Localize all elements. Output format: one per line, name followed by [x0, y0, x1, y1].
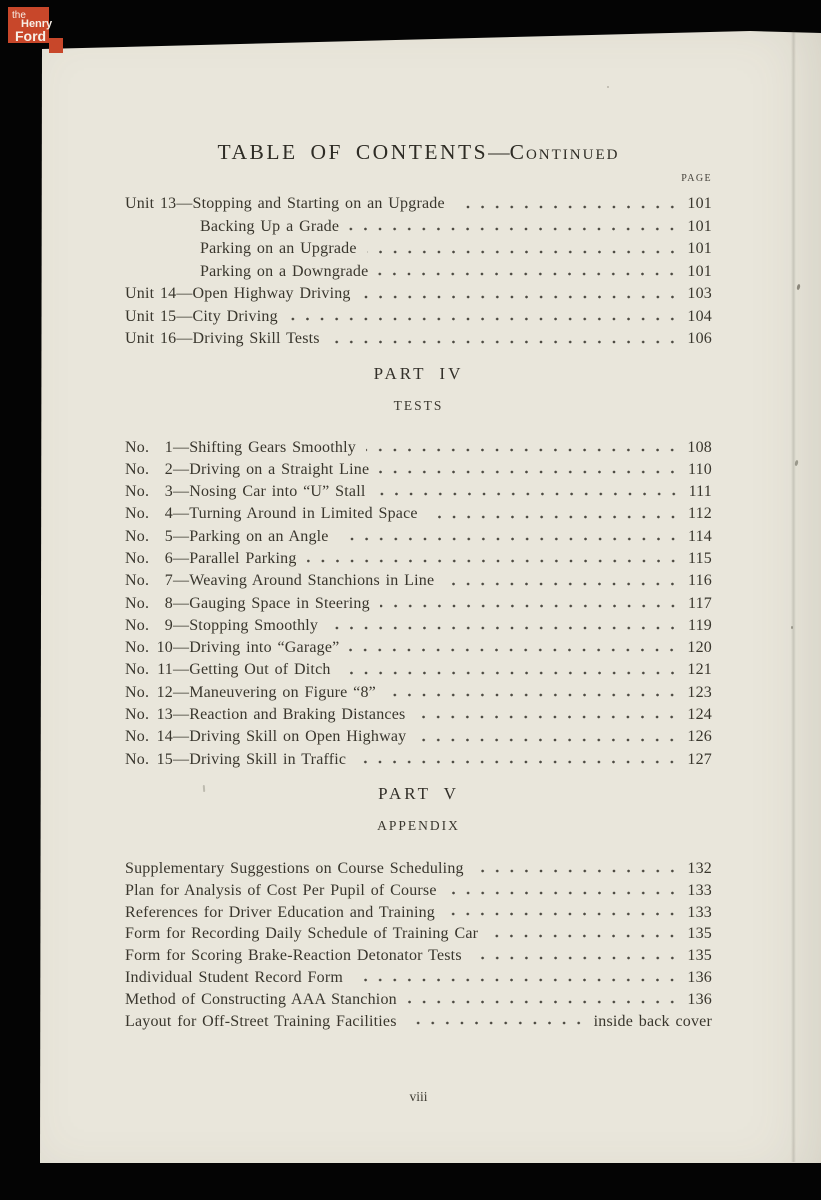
toc-entry-label: Unit 14—Open Highway Driving — [125, 285, 351, 302]
test-dash: — — [173, 527, 190, 545]
scan-speck — [203, 785, 205, 792]
toc-entry — [125, 858, 712, 880]
toc-entry — [125, 659, 712, 681]
page-number: 119 — [687, 616, 712, 634]
test-number: 15 — [156, 750, 173, 768]
page-number: 101 — [687, 240, 712, 257]
test-no-prefix: No. — [125, 616, 150, 634]
dot-leader — [367, 248, 681, 261]
page-number: 101 — [687, 262, 712, 280]
page-number: 101 — [687, 195, 712, 212]
test-title: Turning Around in Limited Space — [189, 505, 418, 523]
page-number: 114 — [687, 527, 712, 545]
title-continued: Continued — [509, 140, 620, 164]
part-iv-subheading: TESTS — [393, 397, 444, 413]
toc-entry — [125, 1011, 712, 1033]
test-number: 13 — [156, 706, 173, 724]
test-number: 12 — [156, 683, 173, 701]
page-number: 120 — [687, 639, 712, 657]
toc-entry — [125, 437, 712, 459]
toc-entry — [125, 726, 712, 748]
toc-entry — [125, 945, 712, 967]
toc-entry — [125, 704, 712, 726]
dot-leader — [407, 998, 681, 1011]
page-number: 103 — [687, 285, 712, 302]
page-number: 123 — [687, 683, 712, 701]
test-number: 7 — [164, 572, 173, 590]
page-number: 101 — [687, 217, 712, 235]
toc-entry — [125, 328, 712, 351]
toc-entry — [125, 193, 712, 216]
toc-entry-label — [125, 615, 318, 637]
test-no-prefix: No. — [125, 505, 150, 523]
test-dash: — — [173, 639, 190, 657]
toc-entry-label — [125, 570, 434, 592]
test-no-prefix: No. — [125, 750, 150, 768]
logo-red-square — [8, 7, 53, 44]
test-title: Maneuvering on Figure “8” — [189, 683, 376, 701]
test-title: Gauging Space in Steering — [189, 594, 370, 612]
page-number: 112 — [687, 505, 712, 523]
page-number: 124 — [687, 706, 712, 724]
test-no-prefix: No. — [125, 639, 150, 657]
toc-entry-label: Supplementary Suggestions on Course Scheduling — [125, 859, 464, 877]
toc-entry-label — [125, 503, 418, 525]
test-no-prefix: No. — [125, 728, 150, 746]
folio-page-number: viii — [409, 1089, 428, 1105]
logo-word-henry: Henry — [21, 18, 53, 30]
test-title: Nosing Car into “U” Stall — [189, 483, 366, 501]
test-dash: — — [173, 549, 190, 567]
test-dash: — — [173, 483, 190, 501]
test-number: 11 — [157, 661, 173, 679]
test-no-prefix: No. — [125, 594, 150, 612]
dot-leader — [349, 225, 680, 238]
page-number: 136 — [687, 990, 712, 1008]
dot-leader — [380, 602, 681, 615]
dot-leader — [407, 1019, 587, 1032]
test-entries — [125, 437, 712, 771]
toc-entry-label: Layout for Off-Street Training Facilities — [125, 1012, 397, 1030]
toc-entry — [125, 967, 712, 989]
test-no-prefix: No. — [125, 549, 150, 567]
page-number: 106 — [687, 330, 712, 347]
page-number: 127 — [687, 750, 712, 768]
page-content — [125, 0, 712, 1105]
part-iv-heading: PART IV — [373, 363, 464, 383]
test-dash: — — [173, 505, 190, 523]
dot-leader — [447, 889, 681, 902]
toc-entry — [125, 238, 712, 261]
page-number: 133 — [687, 881, 712, 899]
toc-entry-label — [125, 749, 346, 771]
toc-entry — [125, 902, 712, 924]
test-title: Shifting Gears Smoothly — [189, 438, 356, 456]
toc-entry-label — [125, 481, 366, 503]
test-dash: — — [173, 750, 190, 768]
test-title: Driving into “Garage” — [189, 639, 340, 657]
dot-leader — [339, 535, 681, 548]
page-number: 136 — [687, 968, 712, 986]
toc-entry — [125, 923, 712, 945]
title-dash: — — [488, 140, 510, 164]
dot-leader — [356, 758, 680, 771]
toc-entry — [125, 749, 712, 771]
dot-leader — [416, 736, 680, 749]
test-no-prefix: No. — [125, 683, 150, 701]
test-dash: — — [173, 728, 190, 746]
dot-leader — [328, 624, 681, 637]
test-title: Parallel Parking — [189, 549, 297, 567]
test-number: 3 — [164, 483, 173, 501]
part-v-heading: PART V — [378, 783, 459, 803]
test-no-prefix: No. — [125, 438, 150, 456]
toc-entry — [125, 637, 712, 659]
page-number: 117 — [687, 594, 712, 612]
toc-entry — [125, 526, 712, 548]
appendix-entries — [125, 858, 712, 1032]
toc-entry-label: Parking on a Downgrade — [200, 262, 369, 280]
test-title: Parking on an Angle — [189, 527, 329, 545]
dot-leader — [341, 669, 681, 682]
dot-leader — [330, 338, 681, 351]
dot-leader — [428, 513, 681, 526]
test-number: 9 — [164, 616, 173, 634]
test-number: 6 — [164, 549, 173, 567]
logo-word-ford: Ford — [15, 28, 47, 44]
toc-entry-label: Unit 13—Stopping and Starting on an Upgrade — [125, 195, 445, 212]
test-no-prefix: No. — [125, 460, 150, 478]
dot-leader — [445, 910, 680, 923]
page-crease — [791, 30, 796, 1162]
toc-entry-label: Form for Recording Daily Schedule of Training Car — [125, 925, 479, 943]
toc-entry — [125, 548, 712, 570]
toc-entry-label — [125, 659, 331, 681]
page-number: 110 — [687, 460, 712, 478]
test-title: Driving on a Straight Line — [189, 460, 370, 478]
toc-entry — [125, 593, 712, 615]
page-number: 104 — [687, 307, 712, 325]
test-title: Reaction and Braking Distances — [189, 706, 406, 724]
toc-entry-label: Parking on an Upgrade — [200, 240, 357, 257]
test-title: Weaving Around Stanchions in Line — [189, 572, 435, 590]
page-number: 126 — [687, 728, 712, 746]
toc-entry-label: Form for Scoring Brake-Reaction Detonator Tests — [125, 947, 462, 965]
toc-entry-label: Individual Student Record Form — [125, 968, 344, 986]
toc-entry — [125, 570, 712, 592]
toc-entry — [125, 989, 712, 1011]
test-title: Driving Skill in Traffic — [189, 750, 347, 768]
page-number: 121 — [687, 661, 712, 679]
dot-leader — [366, 446, 680, 459]
toc-entry-label — [125, 593, 370, 615]
toc-entry-label: Backing Up a Grade — [200, 217, 340, 235]
toc-entry — [125, 459, 712, 481]
test-no-prefix: No. — [125, 572, 150, 590]
dot-leader — [386, 691, 680, 704]
page-number: 133 — [687, 903, 712, 921]
page-number: 132 — [687, 859, 712, 877]
page-number: 135 — [687, 947, 712, 965]
test-title: Stopping Smoothly — [189, 616, 319, 634]
toc-entry — [125, 216, 712, 239]
test-dash: — — [173, 438, 190, 456]
toc-entry-label — [125, 682, 376, 704]
dot-leader — [353, 976, 680, 989]
toc-entry-label: Plan for Analysis of Cost Per Pupil of Course — [125, 881, 437, 899]
test-number: 10 — [156, 639, 173, 657]
test-title: Getting Out of Ditch — [189, 661, 331, 679]
test-dash: — — [173, 460, 190, 478]
dot-leader — [361, 293, 681, 306]
toc-entry-label — [125, 526, 329, 548]
dot-leader — [474, 867, 681, 880]
part-v-subheading: APPENDIX — [377, 817, 460, 833]
page-column-label: PAGE — [681, 173, 712, 184]
scan-speck — [791, 626, 793, 629]
test-number: 1 — [164, 438, 173, 456]
test-number: 8 — [164, 594, 173, 612]
toc-entry — [125, 261, 712, 284]
toc-entry-label: Method of Constructing AAA Stanchion — [125, 990, 397, 1008]
toc-entry-label: Unit 15—City Driving — [125, 307, 278, 325]
dot-leader — [455, 203, 681, 216]
page-number: inside back cover — [593, 1012, 712, 1030]
dot-leader — [472, 954, 681, 967]
dot-leader — [488, 932, 680, 945]
dot-leader — [349, 646, 680, 659]
toc-entry-label — [125, 548, 297, 570]
toc-entry-label — [125, 459, 369, 481]
toc-entry-label — [125, 637, 339, 659]
toc-entry-label — [125, 726, 406, 748]
toc-entry — [125, 615, 712, 637]
test-no-prefix: No. — [125, 527, 150, 545]
dot-leader — [307, 557, 681, 570]
test-dash: — — [173, 706, 190, 724]
toc-entry — [125, 682, 712, 704]
page-title — [125, 140, 712, 164]
logo-word-the: the — [12, 10, 26, 21]
test-no-prefix: No. — [125, 706, 150, 724]
test-number: 4 — [164, 505, 173, 523]
toc-entry-label — [125, 437, 356, 459]
scan-speck — [607, 86, 609, 88]
toc-entry-label: References for Driver Education and Training — [125, 903, 435, 921]
dot-leader — [376, 490, 682, 503]
dot-leader — [415, 713, 680, 726]
page-number: 115 — [687, 549, 712, 567]
toc-entry-label — [125, 704, 405, 726]
toc-entry — [125, 306, 712, 329]
toc-entry — [125, 481, 712, 503]
test-title: Driving Skill on Open Highway — [189, 728, 407, 746]
dot-leader — [288, 315, 681, 328]
dot-leader — [444, 580, 681, 593]
test-no-prefix: No. — [125, 483, 150, 501]
toc-entry-label: Unit 16—Driving Skill Tests — [125, 330, 320, 347]
page-number: 135 — [687, 925, 712, 943]
page-number: 108 — [687, 438, 712, 456]
logo-small-square — [49, 38, 63, 53]
page-number: 116 — [687, 572, 712, 590]
test-dash: — — [173, 683, 190, 701]
test-dash: — — [173, 572, 190, 590]
unit-entries — [125, 193, 712, 351]
test-number: 2 — [164, 460, 173, 478]
test-dash: — — [173, 594, 190, 612]
title-main: TABLE OF CONTENTS — [217, 140, 489, 164]
test-dash: — — [173, 661, 190, 679]
test-dash: — — [173, 616, 190, 634]
henry-ford-logo — [0, 0, 70, 60]
test-no-prefix: No. — [125, 661, 150, 679]
page-number: 111 — [688, 483, 712, 501]
dot-leader — [378, 270, 680, 283]
toc-entry — [125, 880, 712, 902]
dot-leader — [379, 468, 681, 481]
toc-entry — [125, 503, 712, 525]
toc-entry — [125, 283, 712, 306]
test-number: 5 — [164, 527, 173, 545]
test-number: 14 — [156, 728, 173, 746]
